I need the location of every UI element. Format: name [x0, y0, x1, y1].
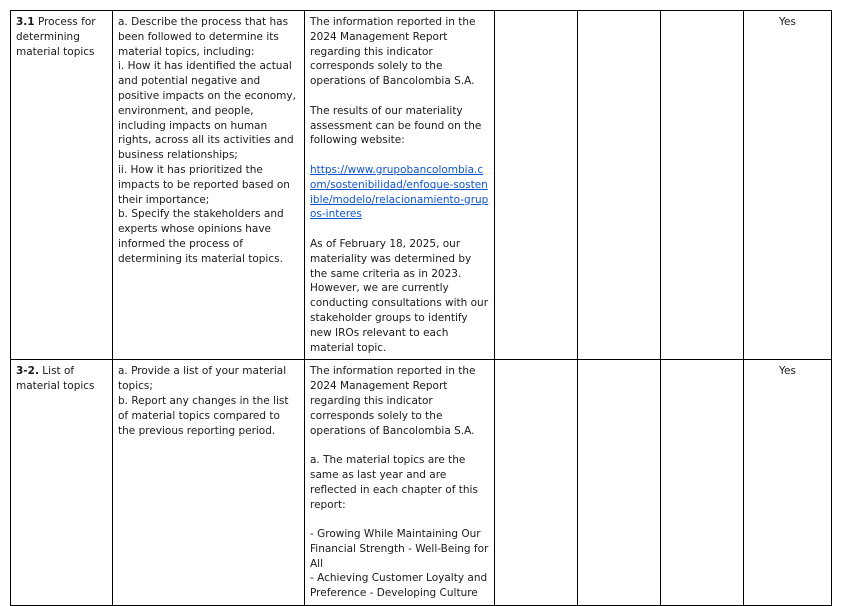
requirement-title: List of material topics — [16, 365, 95, 393]
response-second: a. The material topics are the same as last year and are reflected in each chapter of this report: — [310, 454, 478, 511]
detail-paragraph: b. Report any changes in the list of material topics compared to the previous reporting period. — [118, 394, 289, 437]
response-closing: As of February 18, 2025, our materiality was determined by the same criteria as in 2023. However, we are currently conducting consultations with our stakeholder groups to identify new IROs relevant to each material topic. — [310, 237, 489, 354]
column-5-cell — [578, 11, 661, 360]
assured-cell: Yes — [744, 11, 832, 360]
paragraph-spacer — [310, 438, 489, 453]
requirement-code: 3.1 — [16, 16, 35, 28]
response-detail-cell — [305, 11, 495, 360]
paragraph-spacer — [310, 148, 489, 163]
column-5-cell — [578, 360, 661, 606]
paragraph-spacer — [310, 512, 489, 527]
detail-paragraph: ii. How it has prioritized the impacts to be reported based on their importance; — [118, 163, 290, 206]
paragraph-spacer — [310, 222, 489, 237]
table-row — [11, 11, 832, 360]
gri-disclosure-table — [10, 10, 832, 606]
column-4-cell — [495, 11, 578, 360]
materiality-website-link[interactable]: https://www.grupobancolombia.com/sostenibilidad/enfoque-sostenible/modelo/relacionamiento-grupos-interes — [310, 163, 489, 221]
assured-cell: Yes — [744, 360, 832, 606]
response-intro: The information reported in the 2024 Management Report regarding this indicator corresponds solely to the operations of Bancolombia S.A. — [310, 16, 476, 88]
response-detail-cell — [305, 360, 495, 606]
requirement-code-cell — [11, 360, 113, 606]
requirement-title: Process for determining material topics — [16, 16, 96, 58]
detail-paragraph: a. Describe the process that has been followed to determine its material topics, including: — [118, 16, 289, 58]
requirement-detail-cell — [113, 11, 305, 360]
response-intro: The information reported in the 2024 Management Report regarding this indicator corresponds solely to the operations of Bancolombia S.A. — [310, 365, 476, 437]
material-topic-item: - Growing While Maintaining Our Financial Strength - Well-Being for All — [310, 528, 489, 570]
requirement-code-cell — [11, 11, 113, 360]
column-4-cell — [495, 360, 578, 606]
paragraph-spacer — [310, 89, 489, 104]
detail-paragraph: b. Specify the stakeholders and experts whose opinions have informed the process of determining its material topics. — [118, 208, 284, 265]
requirement-detail-cell — [113, 360, 305, 606]
table-row — [11, 360, 832, 606]
material-topic-item: - Achieving Customer Loyalty and Preference - Developing Culture — [310, 572, 488, 600]
detail-paragraph: a. Provide a list of your material topics; — [118, 365, 287, 393]
detail-paragraph: i. How it has identified the actual and potential negative and positive impacts on the economy, environment, and people, including impacts on human rights, across all its activities and business relationships; — [118, 60, 296, 162]
requirement-code: 3-2. — [16, 365, 39, 378]
column-6-cell — [661, 11, 744, 360]
response-second: The results of our materiality assessment can be found on the following website: — [310, 104, 482, 147]
column-6-cell — [661, 360, 744, 606]
